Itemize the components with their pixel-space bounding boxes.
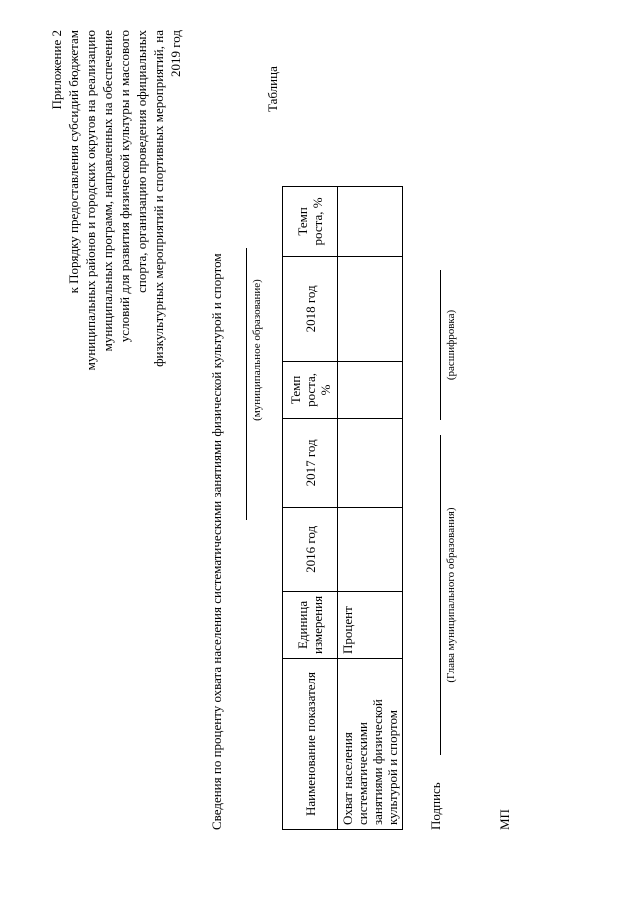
appendix-line: 2019 год (168, 30, 183, 77)
cell-growth-rate-2017 (338, 361, 403, 418)
header-2017: 2017 год (283, 418, 338, 507)
municipality-underline (246, 248, 247, 520)
cell-unit: Процент (338, 591, 403, 658)
appendix-line: муниципальных программ, направленных на обеспечение (100, 30, 115, 352)
decode-caption: (расшифровка) (445, 309, 457, 381)
signature-line (440, 435, 441, 755)
appendix-line: муниципальных районов и городских округов на реализацию (83, 30, 98, 371)
indicator-table (282, 186, 403, 830)
cell-2018 (338, 256, 403, 361)
cell-growth-rate-2018 (338, 186, 403, 256)
header-indicator-name: Наименование показателя (283, 659, 338, 830)
appendix-block (48, 30, 184, 370)
stamp-label: МП (497, 809, 512, 830)
signature-label: Подпись (428, 782, 443, 830)
appendix-line: физкультурных мероприятий и спортивных мероприятий, на (151, 30, 166, 367)
header-growth-rate-2017: Темп роста, % (283, 361, 338, 418)
document-title: Сведения по проценту охвата населения систематическими занятиями физической культурой и спортом (209, 253, 224, 830)
header-2018: 2018 год (283, 256, 338, 361)
appendix-line: к Порядку предоставления субсидий бюджетам (66, 30, 81, 294)
table-label: Таблица (265, 66, 280, 112)
cell-indicator-name: Охват населения систематическими занятиями физической культурой и спортом (338, 659, 403, 830)
cell-2017 (338, 418, 403, 507)
table-header-row (283, 186, 338, 829)
header-2016: 2016 год (283, 507, 338, 591)
municipality-caption: (муниципальное образование) (251, 279, 263, 421)
head-caption: (Глава муниципального образования) (445, 507, 457, 683)
cell-2016 (338, 507, 403, 591)
appendix-line: условий для развития физической культуры и массового (117, 30, 132, 343)
table-row (338, 186, 403, 829)
appendix-title: Приложение 2 (49, 30, 64, 110)
appendix-line: спорта, организацию проведения официальных (134, 30, 149, 293)
decode-line (440, 270, 441, 420)
header-unit: Единица измерения (283, 591, 338, 658)
header-growth-rate-2018: Темп роста, % (283, 186, 338, 256)
